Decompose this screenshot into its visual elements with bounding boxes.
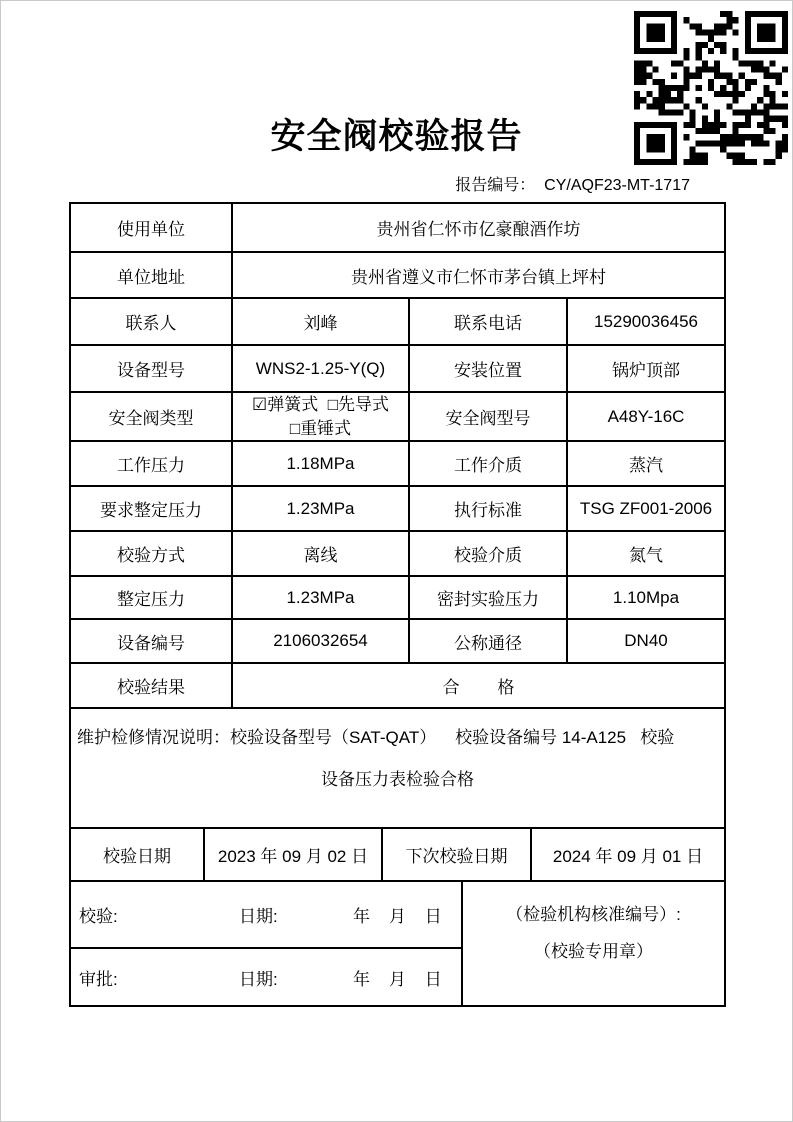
row-maintenance bbox=[71, 707, 724, 827]
report-table bbox=[69, 202, 726, 1007]
verify-label: 校验: bbox=[79, 907, 118, 926]
maintenance-note bbox=[71, 709, 724, 827]
work-pressure-label: 工作压力 bbox=[117, 456, 185, 475]
contact-label: 联系人 bbox=[125, 314, 177, 333]
calib-medium-value: 氮气 bbox=[566, 532, 724, 575]
calibration-stamp-label: （校验专用章） bbox=[534, 942, 653, 961]
signature-block bbox=[71, 882, 461, 1005]
valve-type-options bbox=[231, 393, 408, 440]
address-label: 单位地址 bbox=[117, 267, 185, 287]
calib-medium-label: 校验介质 bbox=[408, 532, 566, 575]
row-address bbox=[71, 251, 724, 297]
seal-test-pressure-value: 1.10Mpa bbox=[566, 577, 724, 618]
required-set-pressure-value: 1.23MPa bbox=[231, 487, 408, 530]
maintenance-note-line1: 维护检修情况说明：校验设备型号（SAT-QAT） 校验设备编号 14-A125 校验 bbox=[77, 728, 675, 747]
contact-value: 刘峰 bbox=[231, 299, 408, 344]
row-contact bbox=[71, 297, 724, 344]
row-set-pressure bbox=[71, 575, 724, 618]
company-label: 使用单位 bbox=[117, 220, 185, 239]
phone-label: 联系电话 bbox=[408, 299, 566, 344]
next-calib-date-label: 下次校验日期 bbox=[381, 829, 530, 880]
required-set-pressure-label: 要求整定压力 bbox=[100, 501, 202, 520]
row-device-no bbox=[71, 618, 724, 662]
set-pressure-value: 1.23MPa bbox=[231, 577, 408, 618]
method-value: 离线 bbox=[231, 532, 408, 575]
row-result bbox=[71, 662, 724, 707]
valve-type-label: 安全阀类型 bbox=[108, 409, 194, 428]
agency-approval-no-label: （检验机构核准编号）: bbox=[506, 905, 681, 924]
valve-type-checkboxes-line1: ☑弹簧式 □先导式 bbox=[252, 394, 389, 414]
address-value: 贵州省遵义市仁怀市茅台镇上坪村 bbox=[231, 253, 724, 297]
phone-value: 15290036456 bbox=[566, 299, 724, 344]
approve-label: 审批: bbox=[79, 969, 118, 989]
dn-label: 公称通径 bbox=[408, 620, 566, 662]
device-model-value: WNS2-1.25-Y(Q) bbox=[231, 346, 408, 391]
approve-ymd-blanks: 年 月 日 bbox=[353, 969, 442, 989]
approve-signature-line bbox=[71, 949, 461, 1005]
stamp-block bbox=[461, 882, 724, 1005]
verify-signature-line bbox=[71, 882, 461, 949]
row-signatures bbox=[71, 880, 724, 1005]
dn-value: DN40 bbox=[566, 620, 724, 662]
next-calib-date-value: 2024 年 09 月 01 日 bbox=[530, 829, 724, 880]
device-no-value: 2106032654 bbox=[231, 620, 408, 662]
standard-label: 执行标准 bbox=[408, 487, 566, 530]
maintenance-note-line2: 设备压力表检验合格 bbox=[321, 770, 474, 789]
standard-value: TSG ZF001-2006 bbox=[566, 487, 724, 530]
install-position-label: 安装位置 bbox=[408, 346, 566, 391]
result-label: 校验结果 bbox=[117, 678, 185, 697]
method-label: 校验方式 bbox=[117, 546, 185, 565]
work-medium-label: 工作介质 bbox=[408, 442, 566, 485]
work-pressure-value: 1.18MPa bbox=[231, 442, 408, 485]
verify-date-label: 日期: bbox=[239, 907, 278, 926]
company-value: 贵州省仁怀市亿豪酿酒作坊 bbox=[231, 204, 724, 251]
row-dates bbox=[71, 827, 724, 880]
set-pressure-label: 整定压力 bbox=[117, 590, 185, 609]
row-company bbox=[71, 204, 724, 251]
row-required-set-pressure bbox=[71, 485, 724, 530]
row-device-model bbox=[71, 344, 724, 391]
qr-code-icon bbox=[634, 11, 788, 165]
approve-date-label: 日期: bbox=[239, 969, 278, 989]
device-model-label: 设备型号 bbox=[117, 361, 185, 380]
device-no-label: 设备编号 bbox=[117, 633, 185, 653]
row-valve-type bbox=[71, 391, 724, 440]
calib-date-label: 校验日期 bbox=[103, 847, 171, 866]
row-work-pressure bbox=[71, 440, 724, 485]
valve-model-label: 安全阀型号 bbox=[408, 393, 566, 440]
result-value: 合 格 bbox=[231, 664, 724, 707]
page-title: 安全阀校验报告 bbox=[270, 117, 523, 156]
report-number: 报告编号： CY/AQF23-MT-1717 bbox=[455, 177, 690, 194]
valve-type-checkboxes-line2: □重锤式 bbox=[289, 418, 352, 438]
work-medium-value: 蒸汽 bbox=[566, 442, 724, 485]
row-method bbox=[71, 530, 724, 575]
valve-model-value: A48Y-16C bbox=[566, 393, 724, 440]
seal-test-pressure-label: 密封实验压力 bbox=[408, 577, 566, 618]
verify-ymd-blanks: 年 月 日 bbox=[353, 907, 442, 926]
calib-date-value: 2023 年 09 月 02 日 bbox=[203, 829, 381, 880]
install-position-value: 锅炉顶部 bbox=[566, 346, 724, 391]
